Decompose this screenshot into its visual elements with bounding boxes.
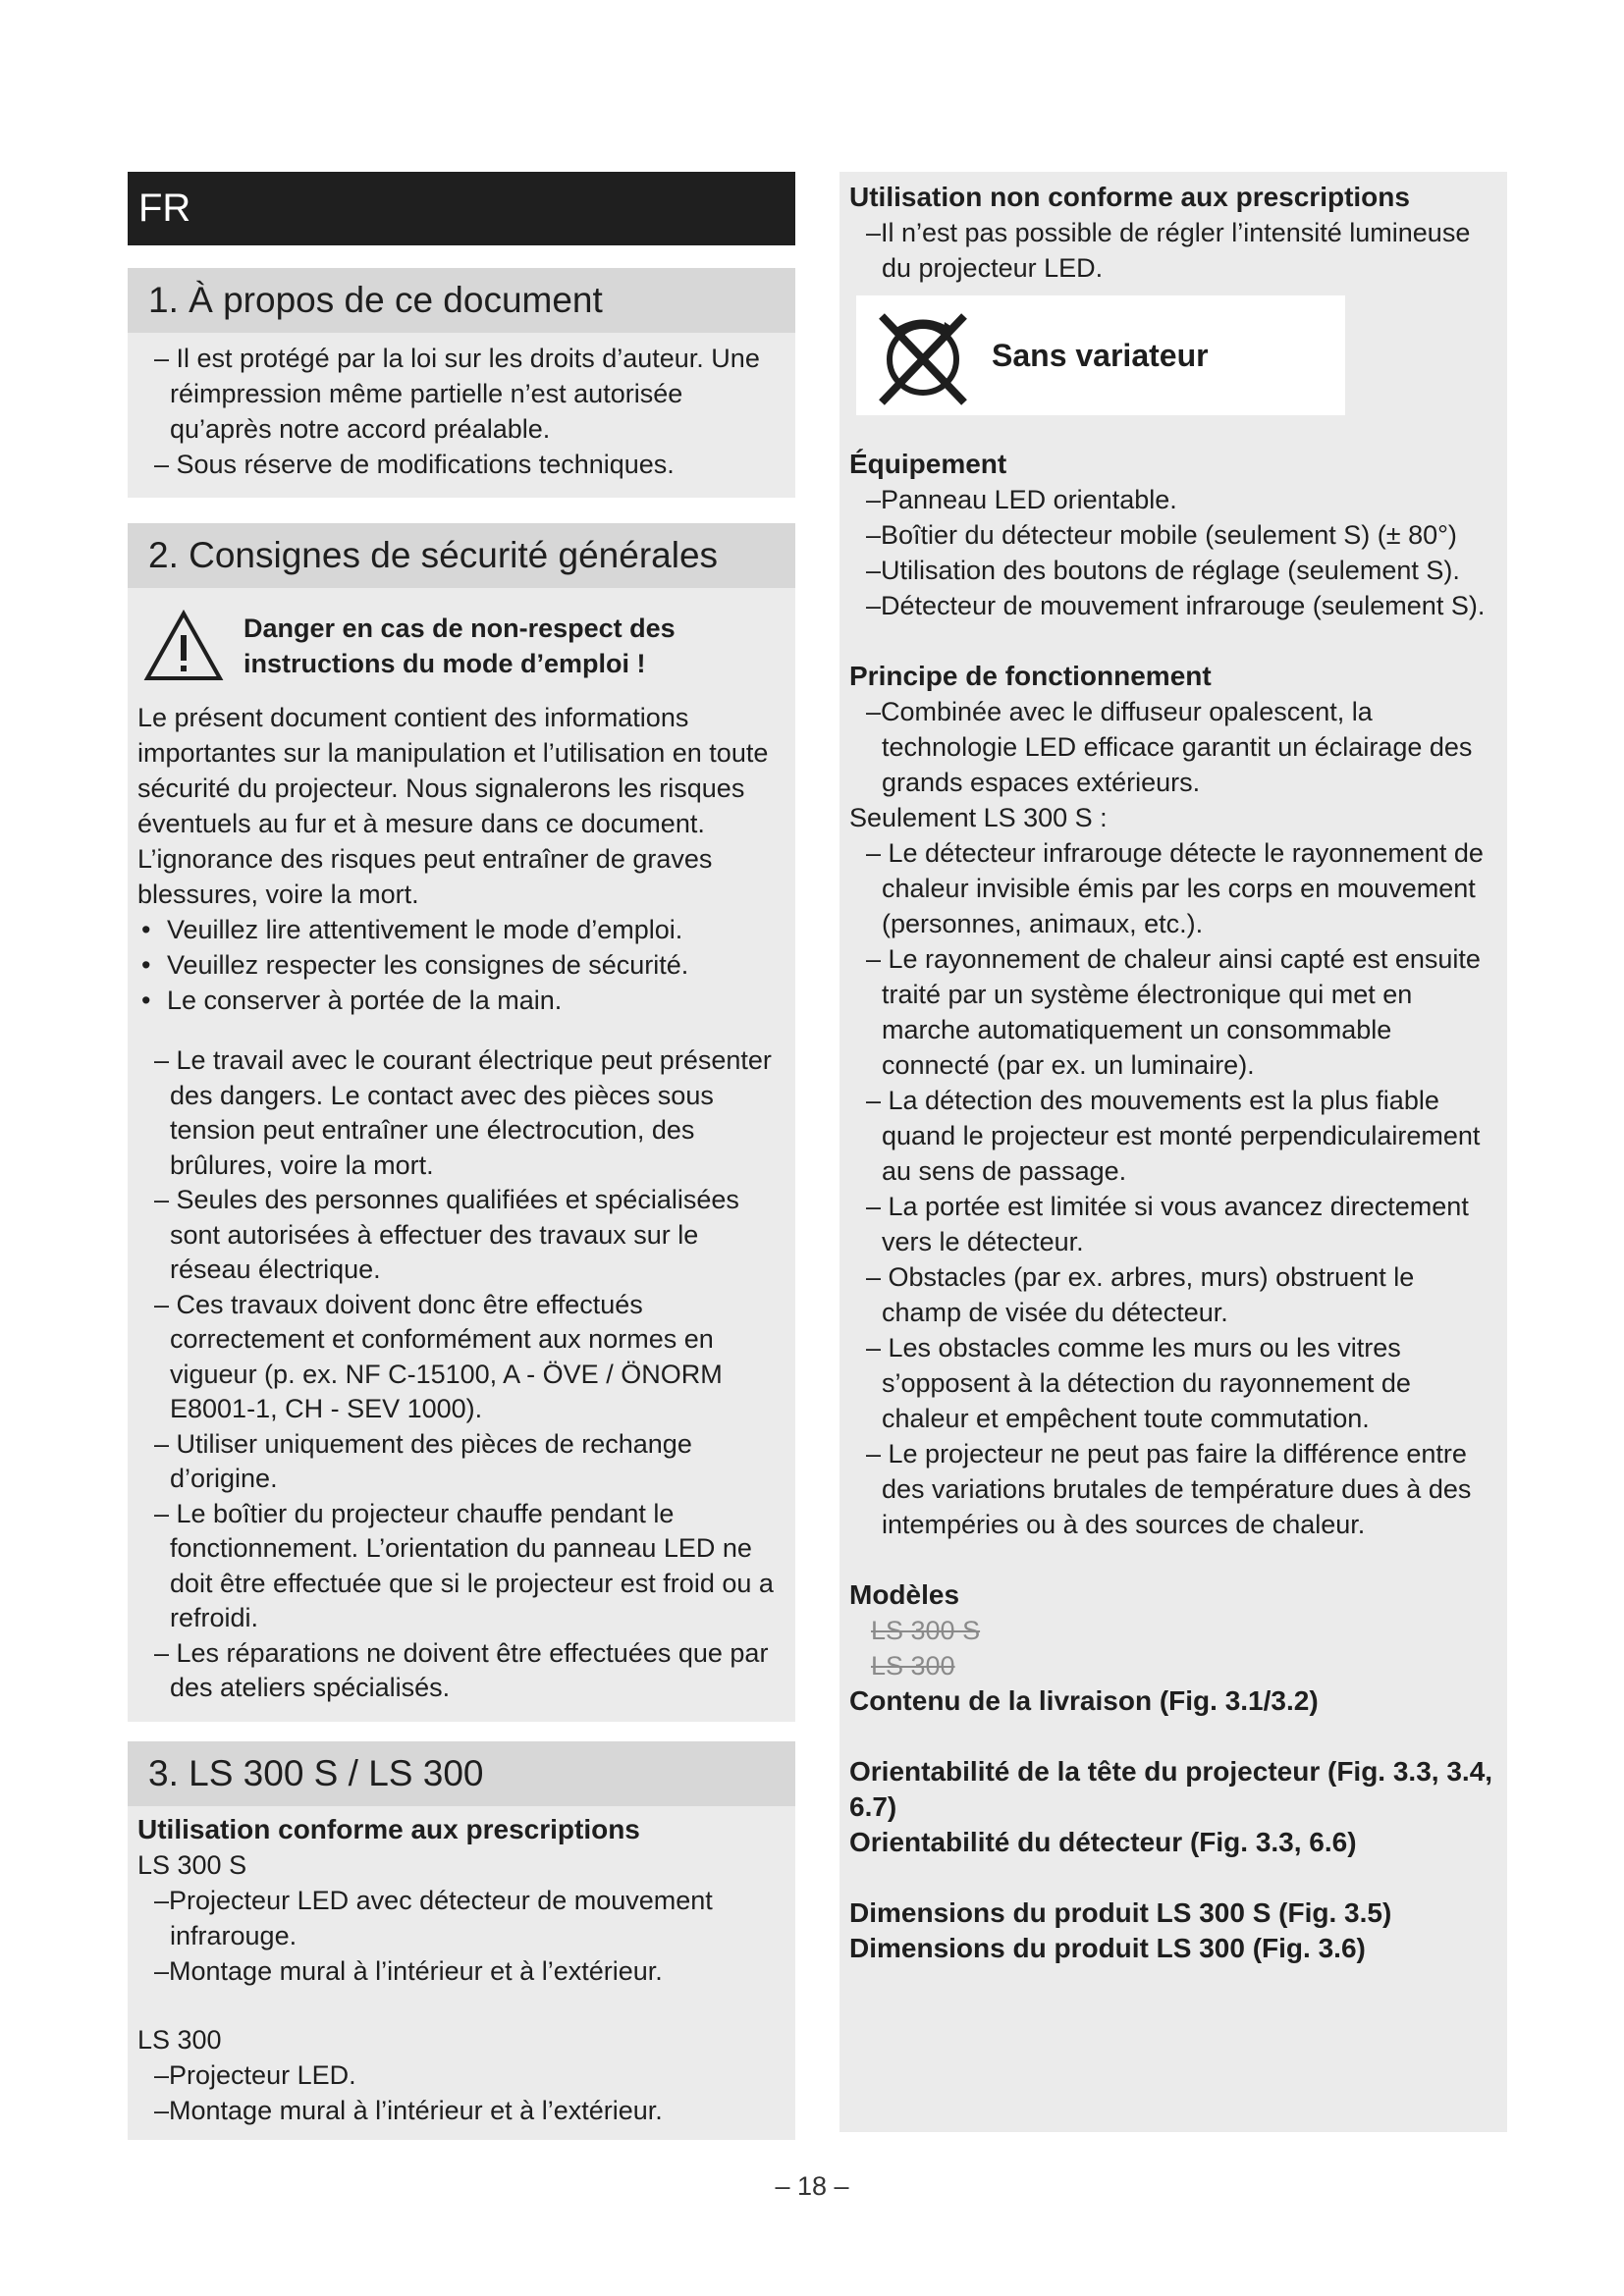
non-conforming-text: –Il n’est pas possible de régler l’intensité lumineuse du projecteur LED. bbox=[866, 218, 1471, 283]
right-column bbox=[839, 172, 1507, 2132]
safety-item: – Le travail avec le courant électrique peut présenter des dangers. Le contact avec des pièces sous tension peut entraîner une électrocution, des brûlures, voire la mort. bbox=[154, 1045, 772, 1180]
equipment-item: –Détecteur de mouvement infrarouge (seulement S). bbox=[866, 591, 1486, 620]
principle-item: – La portée est limitée si vous avancez directement vers le détecteur. bbox=[866, 1192, 1469, 1256]
principle-item: – La détection des mouvements est la plus fiable quand le projecteur est monté perpendiculairement au sens de passage. bbox=[866, 1086, 1481, 1186]
intended-use-heading: Utilisation conforme aux prescriptions bbox=[137, 1813, 640, 1844]
equipment-heading: Équipement bbox=[849, 449, 1007, 479]
warning-text: Danger en cas de non-respect des instructions du mode d’emploi ! bbox=[244, 614, 676, 678]
dimensions-s-ref: Dimensions du produit LS 300 S (Fig. 3.5) bbox=[849, 1897, 1392, 1928]
use-item: –Projecteur LED avec détecteur de mouvement infrarouge. bbox=[154, 1885, 713, 1950]
equipment-item: –Panneau LED orientable. bbox=[866, 485, 1177, 514]
section-3-body bbox=[128, 1806, 795, 2140]
no-dimmer-label: Sans variateur bbox=[992, 337, 1209, 373]
principle-item: – Les obstacles comme les murs ou les vitres s’opposent à la détection du rayonnement de chaleur et empêchent toute commutation. bbox=[866, 1333, 1411, 1433]
model-item: LS 300 bbox=[871, 1651, 955, 1681]
use-item: –Montage mural à l’intérieur et à l’extérieur. bbox=[154, 1955, 663, 1986]
delivery-contents-ref: Contenu de la livraison (Fig. 3.1/3.2) bbox=[849, 1685, 1319, 1716]
head-orientation-ref: Orientabilité de la tête du projecteur (Fig. 3.3, 3.4, 6.7) bbox=[849, 1756, 1493, 1822]
principle-heading: Principe de fonctionnement bbox=[849, 661, 1212, 691]
model-label: LS 300 S bbox=[137, 1849, 247, 1880]
modification-note: – Sous réserve de modifications techniques. bbox=[154, 450, 675, 479]
equipment-item: –Boîtier du détecteur mobile (seulement S) (± 80°) bbox=[866, 520, 1457, 550]
safety-item: – Les réparations ne doivent être effectuées que par des ateliers spécialisés. bbox=[154, 1637, 769, 1702]
principle-item: –Combinée avec le diffuseur opalescent, la technologie LED efficace garantit un éclairage des grands espaces extérieurs. bbox=[866, 697, 1473, 797]
safety-item: – Ces travaux doivent donc être effectués correctement et conformément aux normes en vigueur (p. ex. NF C-15100, A - ÖVE / ÖNORM E8001-1, CH - SEV 1000). bbox=[154, 1289, 723, 1423]
principle-item: – Le projecteur ne peut pas faire la différence entre des variations brutales de température dues à des intempéries ou à des sources de chaleur. bbox=[866, 1439, 1472, 1539]
warning-triangle-icon bbox=[143, 610, 224, 682]
bullet-item: • Veuillez respecter les consignes de sécurité. bbox=[137, 947, 785, 983]
bullet-item: • Le conserver à portée de la main. bbox=[137, 983, 785, 1018]
safety-item: – Seules des personnes qualifiées et spécialisées sont autorisées à effectuer des travaux sur le réseau électrique. bbox=[154, 1185, 739, 1284]
use-item: –Montage mural à l’intérieur et à l’extérieur. bbox=[154, 2095, 663, 2125]
model-label: LS 300 bbox=[137, 2024, 222, 2055]
section-1-body bbox=[128, 333, 795, 498]
principle-item: – Le détecteur infrarouge détecte le rayonnement de chaleur invisible émis par les corps en mouvement (personnes, animaux, etc.). bbox=[866, 838, 1484, 938]
model-item: LS 300 S bbox=[871, 1616, 981, 1645]
principle-item: – Obstacles (par ex. arbres, murs) obstruent le champ de visée du détecteur. bbox=[866, 1262, 1415, 1327]
page-number: – 18 – bbox=[775, 2171, 849, 2201]
bullet-item: • Veuillez lire attentivement le mode d’emploi. bbox=[137, 912, 785, 947]
principle-only-label: Seulement LS 300 S : bbox=[849, 803, 1108, 832]
copyright-note: – Il est protégé par la loi sur les droits d’auteur. Une réimpression même partielle n’est autorisée qu’après notre accord préalable. bbox=[154, 344, 760, 444]
principle-item: – Le rayonnement de chaleur ainsi capté est ensuite traité par un système électronique qui met en marche automatiquement un consommable connecté (par ex. un luminaire). bbox=[866, 944, 1481, 1080]
section-1-title: 1. À propos de ce document bbox=[128, 268, 795, 333]
section-2-body bbox=[128, 588, 795, 1722]
language-bar: FR bbox=[128, 172, 795, 245]
safety-item: – Le boîtier du projecteur chauffe pendant le fonctionnement. L’orientation du panneau LED ne doit être effectuée que si le projecteur est froid ou a refroidi. bbox=[154, 1498, 774, 1632]
models-heading: Modèles bbox=[849, 1579, 960, 1610]
detector-orientation-ref: Orientabilité du détecteur (Fig. 3.3, 6.6) bbox=[849, 1827, 1357, 1857]
section-3-title: 3. LS 300 S / LS 300 bbox=[128, 1741, 795, 1806]
equipment-item: –Utilisation des boutons de réglage (seulement S). bbox=[866, 556, 1460, 585]
no-dimmer-box bbox=[856, 295, 1345, 415]
no-dimmer-icon bbox=[868, 300, 978, 410]
left-column bbox=[128, 172, 795, 2140]
safety-item: – Utiliser uniquement des pièces de rechange d’origine. bbox=[154, 1428, 692, 1493]
warning-block bbox=[137, 610, 785, 682]
section-2-title: 2. Consignes de sécurité générales bbox=[128, 523, 795, 588]
dimensions-ref: Dimensions du produit LS 300 (Fig. 3.6) bbox=[849, 1933, 1366, 1963]
safety-intro: Le présent document contient des informations importantes sur la manipulation et l’utilisation en toute sécurité du projecteur. Nous signalerons les risques éventuels au fur et à mesure dans ce document. L’ignorance des risques peut entraîner de graves blessures, voire la mort. bbox=[137, 703, 769, 909]
use-item: –Projecteur LED. bbox=[154, 2059, 356, 2090]
non-conforming-heading: Utilisation non conforme aux prescriptions bbox=[849, 182, 1410, 212]
